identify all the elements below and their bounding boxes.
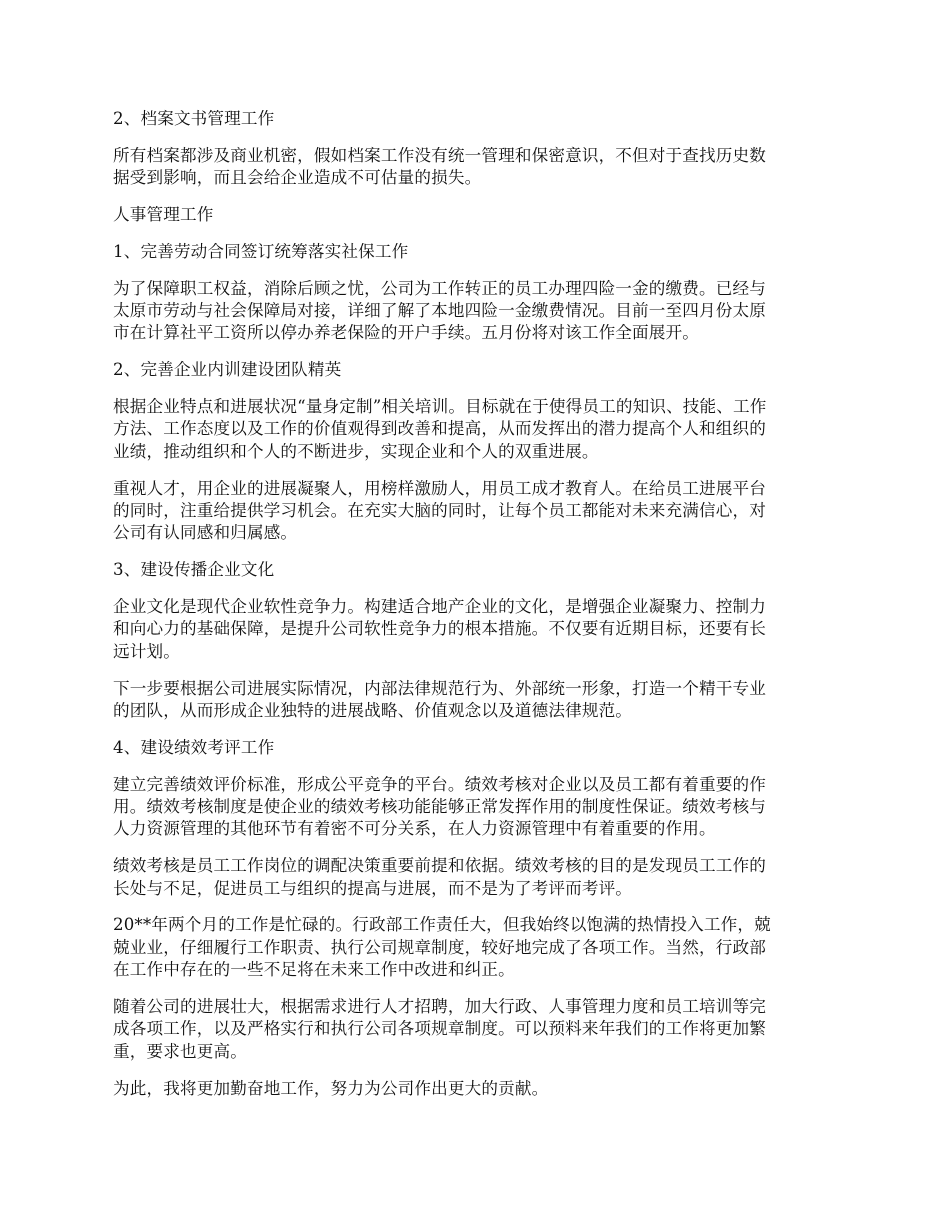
paragraph	[113, 278, 845, 345]
paragraph	[113, 396, 845, 463]
paragraph-line: 据受到影响，而且会给企业造成不可估量的损失。	[113, 168, 482, 188]
paragraph-line: 远计划。	[113, 641, 180, 661]
paragraph-line: 企业文化是现代企业软性竞争力。构建适合地产企业的文化，是增强企业凝聚力、控制力	[113, 597, 767, 617]
paragraph-line: 公司有认同感和归属感。	[113, 523, 298, 543]
paragraph-line: 随着公司的进展壮大，根据需求进行人才招聘，加大行政、人事管理力度和员工培训等完	[113, 997, 767, 1017]
paragraph-line: 建立完善绩效评价标准，形成公平竞争的平台。绩效考核对企业以及员工都有着重要的作	[113, 774, 767, 794]
section-heading: 人事管理工作	[113, 205, 214, 224]
paragraph	[113, 855, 845, 900]
paragraph-line: 在工作中存在的一些不足将在未来工作中改进和纠正。	[113, 960, 515, 980]
paragraph-line: 为此，我将更加勤奋地工作，努力为公司作出更大的贡献。	[113, 1078, 549, 1098]
paragraph-line: 下一步要根据公司进展实际情况，内部法律规范行为、外部统一形象，打造一个精干专业	[113, 678, 767, 698]
paragraph	[113, 774, 845, 841]
section-heading: 3、建设传播企业文化	[113, 560, 275, 580]
section-heading: 2、完善企业内训建设团队精英	[113, 360, 342, 380]
paragraph-line: 和向心力的基础保障，是提升公司软性竞争力的根本措施。不仅要有近期目标，还要有长	[113, 619, 767, 639]
section-heading: 4、建设绩效考评工作	[113, 737, 275, 757]
paragraph	[113, 678, 845, 723]
paragraph	[113, 478, 845, 545]
paragraph-line: 用。绩效考核制度是使企业的绩效考核功能能够正常发挥作用的制度性保证。绩效考核与	[113, 797, 767, 817]
paragraph-line: 兢业业，仔细履行工作职责、执行公司规章制度，较好地完成了各项工作。当然，行政部	[113, 937, 767, 957]
paragraph-line: 绩效考核是员工工作岗位的调配决策重要前提和依据。绩效考核的目的是发现员工工作的	[113, 856, 767, 876]
paragraph	[113, 1078, 845, 1100]
paragraph-line: 业绩，推动组织和个人的不断进步，实现企业和个人的双重进展。	[113, 441, 599, 461]
paragraph-line: 人力资源管理的其他环节有着密不可分关系，在人力资源管理中有着重要的作用。	[113, 819, 716, 839]
paragraph-line: 市在计算社平工资所以停办养老保险的开户手续。五月份将对该工作全面展开。	[113, 323, 700, 343]
paragraph-line: 为了保障职工权益，消除后顾之忧，公司为工作转正的员工办理四险一金的缴费。已经与	[113, 278, 767, 298]
section-heading: 1、完善劳动合同签订统筹落实社保工作	[113, 241, 409, 261]
paragraph	[113, 914, 845, 981]
paragraph-line: 太原市劳动与社会保障局对接，详细了解了本地四险一金缴费情况。目前一至四月份太原	[113, 301, 767, 320]
paragraph-line: 重，要求也更高。	[113, 1041, 247, 1061]
paragraph-line: 根据企业特点和进展状况“量身定制”相关培训。目标就在于使得员工的知识、技能、工作	[113, 397, 767, 416]
paragraph-line: 所有档案都涉及商业机密，假如档案工作没有统一管理和保密意识，不但对于查找历史数	[113, 145, 767, 165]
paragraph	[113, 596, 845, 663]
paragraph-line: 成各项工作，以及严格实行和执行公司各项规章制度。可以预料来年我们的工作将更加繁	[113, 1019, 767, 1039]
paragraph-line: 方法、工作态度以及工作的价值观得到改善和提高，从而发挥出的潜力提高个人和组织的	[113, 419, 767, 439]
document-body	[113, 108, 845, 1114]
paragraph-line: 的团队，从而形成企业独特的进展战略、价值观念以及道德法律规范。	[113, 701, 633, 721]
section-heading: 2、档案文书管理工作	[113, 109, 275, 128]
paragraph-line: 20**年两个月的工作是忙碌的。行政部工作责任大，但我始终以饱满的热情投入工作，兢	[113, 915, 771, 935]
paragraph	[113, 996, 845, 1063]
paragraph-line: 长处与不足，促进员工与组织的提高与进展，而不是为了考评而考评。	[113, 878, 633, 898]
paragraph-line: 重视人才，用企业的进展凝聚人，用榜样激励人，用员工成才教育人。在给员工进展平台	[113, 478, 767, 498]
paragraph	[113, 145, 845, 190]
paragraph-line: 的同时，注重给提供学习机会。在充实大脑的同时，让每个员工都能对未来充满信心，对	[113, 501, 767, 521]
